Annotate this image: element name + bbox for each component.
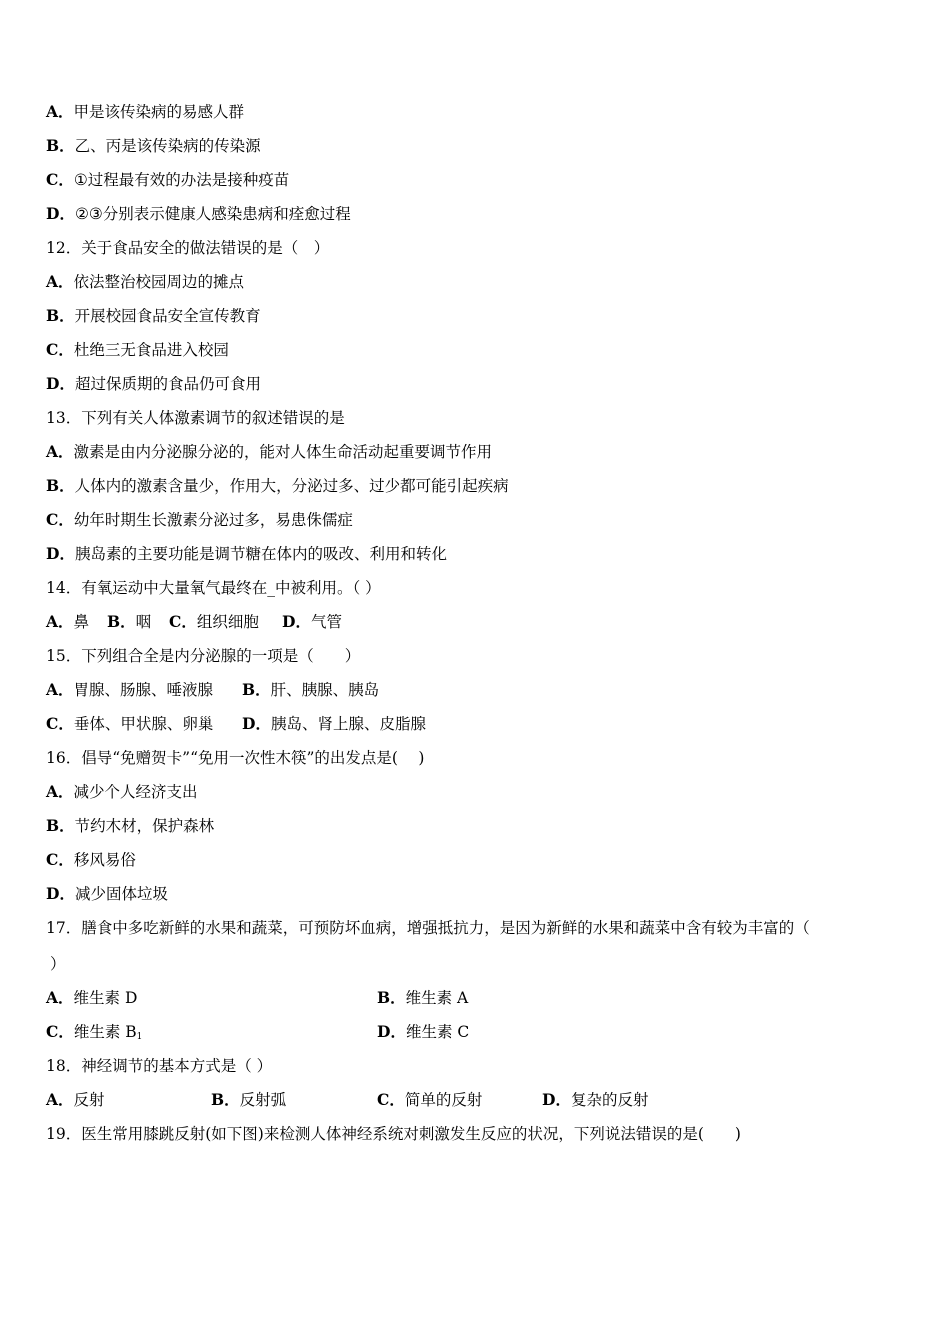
option-text: 肝、胰腺、胰岛 <box>270 681 380 699</box>
q12-option-c <box>46 338 229 362</box>
option-label: D． <box>46 884 75 903</box>
option-label: B． <box>211 1090 240 1109</box>
q16-option-a <box>46 780 198 804</box>
option-label: A． <box>46 612 74 631</box>
option-text: 胃腺、肠腺、唾液腺 <box>73 681 214 699</box>
q15-options-row-2 <box>46 712 906 736</box>
option-label: B． <box>46 136 75 155</box>
subscript: 1 <box>136 1032 143 1042</box>
q15-option-b <box>242 678 379 702</box>
option-text: 开展校园食品安全宣传教育 <box>74 307 261 325</box>
q13-option-d <box>46 542 447 566</box>
q18-option-d <box>542 1088 648 1112</box>
option-label: C． <box>169 612 197 631</box>
q16-option-b <box>46 814 214 838</box>
q17-stem: 17．膳食中多吃新鲜的水果和蔬菜，可预防坏血病，增强抵抗力，是因为新鲜的水果和蔬菜中含有较为丰富的（ <box>46 919 810 937</box>
option-text: 人体内的激素含量少，作用大，分泌过多、过少都可能引起疾病 <box>74 477 509 495</box>
option-label: C． <box>46 170 74 189</box>
option-text: 维生素 B <box>73 1023 137 1041</box>
option-text: ②③分别表示健康人感染患病和痊愈过程 <box>74 205 351 223</box>
q13-option-b <box>46 474 509 498</box>
q12-option-d <box>46 372 261 396</box>
q18-option-a <box>46 1088 105 1112</box>
option-label: C． <box>377 1090 405 1109</box>
option-text: 移风易俗 <box>73 851 136 869</box>
option-label: B． <box>377 988 406 1007</box>
option-label: D． <box>542 1090 571 1109</box>
q14-stem: 14．有氧运动中大量氧气最终在_中被利用。（ ） <box>46 579 381 597</box>
option-label: B． <box>46 306 75 325</box>
option-text: 胰岛、肾上腺、皮脂腺 <box>270 715 426 733</box>
option-text: 维生素 C <box>405 1023 470 1041</box>
q15-option-a <box>46 678 213 702</box>
q13-option-c <box>46 508 353 532</box>
option-label: B． <box>242 680 271 699</box>
q14-options-row <box>46 610 906 634</box>
q19-stem: 19．医生常用膝跳反射(如下图)来检测人体神经系统对刺激发生反应的状况，下列说法错误的是( ) <box>46 1125 741 1143</box>
option-text: ①过程最有效的办法是接种疫苗 <box>73 171 290 189</box>
option-label: A． <box>46 782 74 801</box>
q14-option-c <box>169 610 259 634</box>
q17-option-d <box>377 1020 469 1044</box>
q13-stem: 13．下列有关人体激素调节的叙述错误的是 <box>46 409 345 427</box>
option-text: 组织细胞 <box>196 613 259 631</box>
q15-option-d <box>242 712 426 736</box>
option-text: 胰岛素的主要功能是调节糖在体内的吸改、利用和转化 <box>74 545 447 563</box>
q17-stem-continuation: ） <box>50 955 66 973</box>
option-label: B． <box>46 476 75 495</box>
option-label: D． <box>377 1022 406 1041</box>
q16-option-c <box>46 848 136 872</box>
option-label: A． <box>46 988 74 1007</box>
option-text: 乙、丙是该传染病的传染源 <box>74 137 261 155</box>
option-label: A． <box>46 1090 74 1109</box>
option-label: D． <box>46 544 75 563</box>
option-text: 减少固体垃圾 <box>74 885 168 903</box>
q15-options-row-1 <box>46 678 906 702</box>
option-text: 反射 <box>73 1091 105 1109</box>
option-text: 幼年时期生长激素分泌过多，易患侏儒症 <box>73 511 353 529</box>
q11-option-d <box>46 202 351 226</box>
option-text: 杜绝三无食品进入校园 <box>73 341 229 359</box>
option-label: D． <box>46 374 75 393</box>
q14-option-b <box>107 610 151 634</box>
option-label: A． <box>46 680 74 699</box>
q16-stem: 16．倡导“免赠贺卡”“免用一次性木筷”的出发点是( ) <box>46 749 425 767</box>
q11-option-c <box>46 168 289 192</box>
option-label: C． <box>46 714 74 733</box>
option-text: 反射弧 <box>239 1091 287 1109</box>
option-text: 垂体、甲状腺、卵巢 <box>73 715 214 733</box>
q13-option-a <box>46 440 492 464</box>
option-text: 减少个人经济支出 <box>73 783 198 801</box>
q11-option-a <box>46 100 244 124</box>
option-text: 超过保质期的食品仍可食用 <box>74 375 261 393</box>
option-label: B． <box>107 612 136 631</box>
q14-option-a <box>46 610 89 634</box>
q18-option-c <box>377 1088 482 1112</box>
option-label: A． <box>46 272 74 291</box>
option-label: C． <box>46 1022 74 1041</box>
option-label: A． <box>46 442 74 461</box>
option-label: D． <box>242 714 271 733</box>
option-label: C． <box>46 510 74 529</box>
q17-option-a <box>46 986 137 1010</box>
q16-option-d <box>46 882 168 906</box>
q15-stem: 15．下列组合全是内分泌腺的一项是（ ） <box>46 647 361 665</box>
option-text: 鼻 <box>73 613 90 631</box>
option-label: C． <box>46 850 74 869</box>
q17-option-b <box>377 986 468 1010</box>
option-label: B． <box>46 816 75 835</box>
option-text: 简单的反射 <box>404 1091 483 1109</box>
q11-option-b <box>46 134 261 158</box>
option-text: 气管 <box>310 613 342 631</box>
q14-option-d <box>282 610 342 634</box>
option-text: 咽 <box>135 613 152 631</box>
q18-stem: 18．神经调节的基本方式是（ ） <box>46 1057 273 1075</box>
option-text: 维生素 A <box>405 989 469 1007</box>
option-text: 依法整治校园周边的摊点 <box>73 273 245 291</box>
option-text: 甲是该传染病的易感人群 <box>73 103 245 121</box>
q17-options-row-1 <box>46 986 906 1010</box>
option-label: D． <box>46 204 75 223</box>
q15-option-c <box>46 712 213 736</box>
option-text: 节约木材，保护森林 <box>74 817 215 835</box>
option-label: D． <box>282 612 311 631</box>
option-text: 复杂的反射 <box>570 1091 649 1109</box>
q17-option-c <box>46 1020 142 1049</box>
q18-option-b <box>211 1088 286 1112</box>
option-label: A． <box>46 102 74 121</box>
option-text: 激素是由内分泌腺分泌的，能对人体生命活动起重要调节作用 <box>73 443 493 461</box>
option-text: 维生素 D <box>73 989 138 1007</box>
q12-option-a <box>46 270 244 294</box>
q12-option-b <box>46 304 261 328</box>
q17-options-row-2 <box>46 1020 906 1044</box>
q18-options-row <box>46 1088 906 1112</box>
q12-stem: 12．关于食品安全的做法错误的是（ ） <box>46 239 330 257</box>
option-label: C． <box>46 340 74 359</box>
